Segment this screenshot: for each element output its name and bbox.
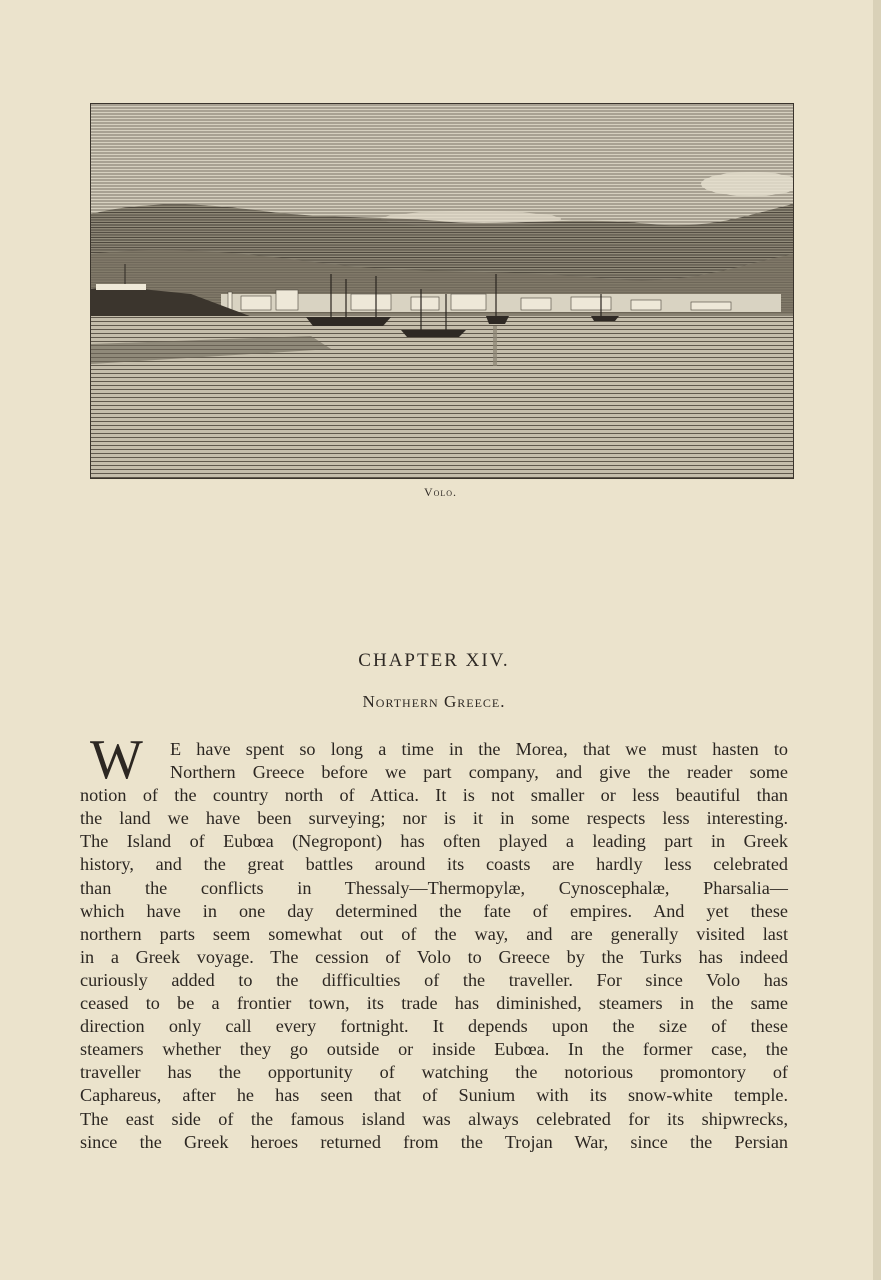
text-line: Northern Greece before we part company, and give the reader some <box>170 762 788 783</box>
text-line: E have spent so long a time in the Morea, that we must hasten to <box>170 739 788 759</box>
text-line: Caphareus, after he has seen that of Sunium with its snow-white temple. <box>80 1085 788 1106</box>
text-line: The east side of the famous island was always celebrated for its shipwrecks, <box>80 1108 788 1129</box>
text-line: in a Greek voyage. The cession of Volo to Greece by the Turks has indeed <box>80 946 788 967</box>
text-line: northern parts seem somewhat out of the way, and are generally visited last <box>80 923 788 944</box>
text-line: history, and the great battles around its coasts are hardly less celebrated <box>80 854 788 875</box>
drop-cap: W <box>90 729 143 791</box>
volo-engraving <box>90 103 794 479</box>
text-line: ceased to be a frontier town, its trade has diminished, steamers in the same <box>80 993 788 1014</box>
text-line: traveller has the opportunity of watching the notorious promontory of <box>80 1062 788 1083</box>
illustration-caption: Volo. <box>423 485 458 499</box>
text-line: the land we have been surveying; nor is it in some respects less interesting. <box>80 808 788 829</box>
text-line: steamers whether they go outside or inside Eubœa. In the former case, the <box>80 1039 788 1060</box>
text-line: curiously added to the difficulties of the traveller. For since Volo has <box>80 969 788 990</box>
chapter-title: CHAPTER XIV. <box>358 650 510 671</box>
text-line: The Island of Eubœa (Negropont) has often played a leading part in Greek <box>80 831 788 852</box>
text-line: direction only call every fortnight. It depends upon the size of these <box>80 1016 788 1037</box>
text-line: which have in one day determined the fate of empires. And yet these <box>80 900 788 921</box>
page-edge <box>873 0 881 1280</box>
text-line: than the conflicts in Thessaly—Thermopylæ, Cynoscephalæ, Pharsalia— <box>80 877 788 898</box>
body-text <box>80 729 788 1154</box>
chapter-subtitle: Northern Greece. <box>362 692 506 711</box>
text-line: since the Greek heroes returned from the Trojan War, since the Persian <box>80 1131 788 1152</box>
text-line: notion of the country north of Attica. It is not smaller or less beautiful than <box>80 785 788 806</box>
